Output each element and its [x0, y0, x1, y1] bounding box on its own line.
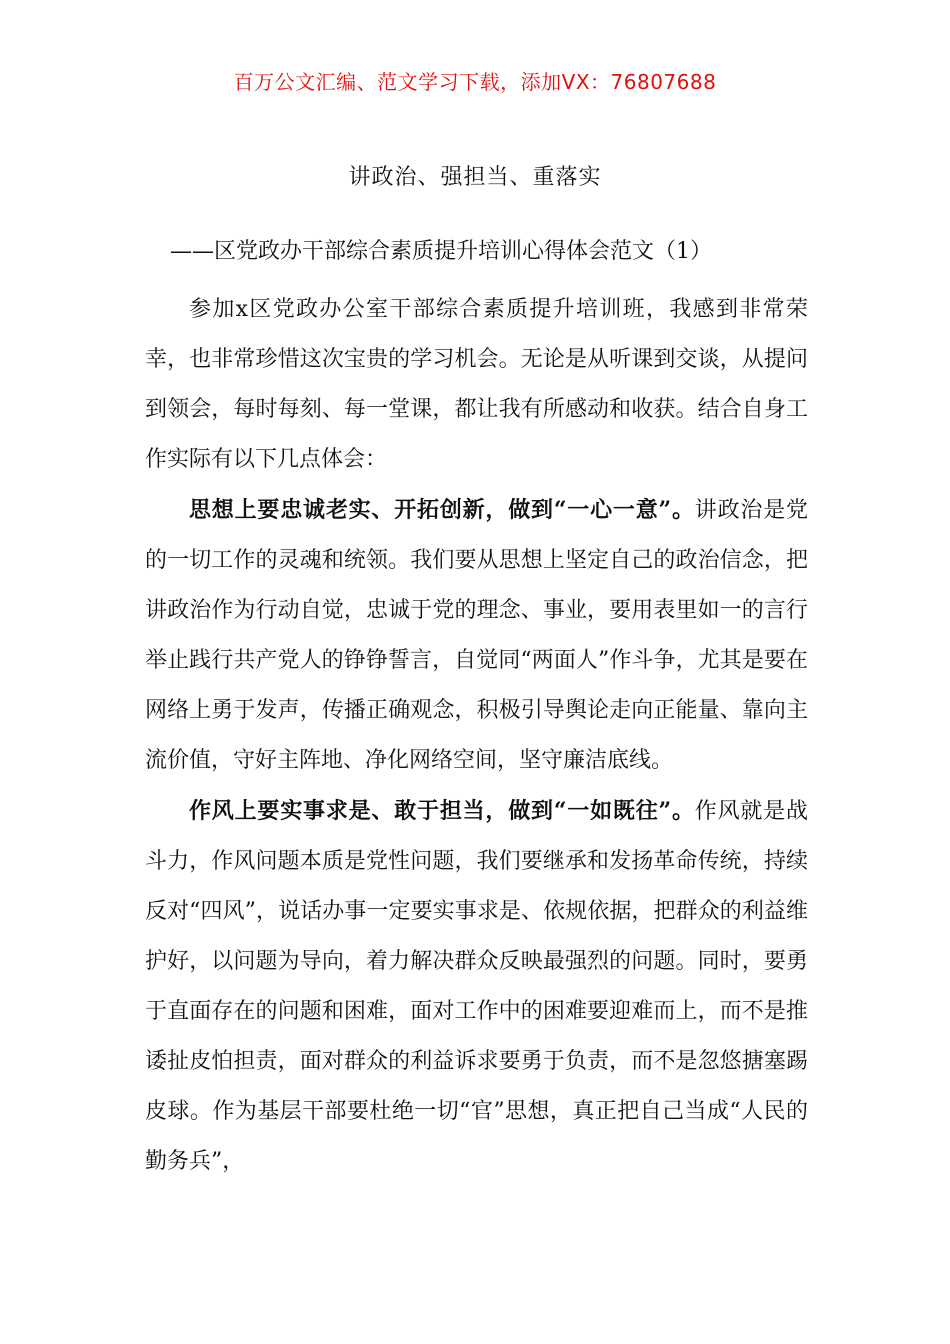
paragraph-text: 参加x区党政办公室干部综合素质提升培训班，我感到非常荣幸，也非常珍惜这次宝贵的学习机会。无论是从听课到交谈，从提问到领会，每时每刻、每一堂课，都让我有所感动和收获。结合自身工作实际有以下几点体会： — [145, 297, 808, 472]
paragraph-intro — [145, 284, 808, 485]
paragraph-text: 作风就是战斗力，作风问题本质是党性问题，我们要继承和发扬革命传统，持续反对“四风”，说话办事一定要实事求是、依规依据，把群众的利益维护好，以问题为导向，着力解决群众反映最强烈的问题。同时，要勇于直面存在的问题和困难，面对工作中的困难要迎难而上，而不是推诿扯皮怕担责，面对群众的利益诉求要勇于负责，而不是忽悠搪塞踢皮球。作为基层干部要杜绝一切“官”思想，真正把自己当成“人民的勤务兵”， — [145, 799, 808, 1174]
paragraph-lead: 作风上要实事求是、敢于担当，做到“一如既往”。 — [189, 798, 695, 824]
document-subtitle: ——区党政办干部综合素质提升培训心得体会范文（1） — [170, 239, 712, 264]
paragraph-lead: 思想上要忠诚老实、开拓创新，做到“一心一意”。 — [189, 497, 695, 523]
paragraph-style — [145, 786, 808, 1187]
paragraph-thought — [145, 485, 808, 786]
document-title: 讲政治、强担当、重落实 — [348, 165, 602, 190]
watermark-banner: 百万公文汇编、范文学习下载，添加VX：76807688 — [233, 70, 717, 94]
paragraph-text: 讲政治是党的一切工作的灵魂和统领。我们要从思想上坚定自己的政治信念，把讲政治作为行动自觉，忠诚于党的理念、事业，要用表里如一的言行举止践行共产党人的铮铮誓言，自觉同“两面人”作斗争，尤其是要在网络上勇于发声，传播正确观念，积极引导舆论走向正能量、靠向主流价值，守好主阵地、净化网络空间，坚守廉洁底线。 — [145, 498, 808, 773]
document-body — [145, 284, 808, 1187]
